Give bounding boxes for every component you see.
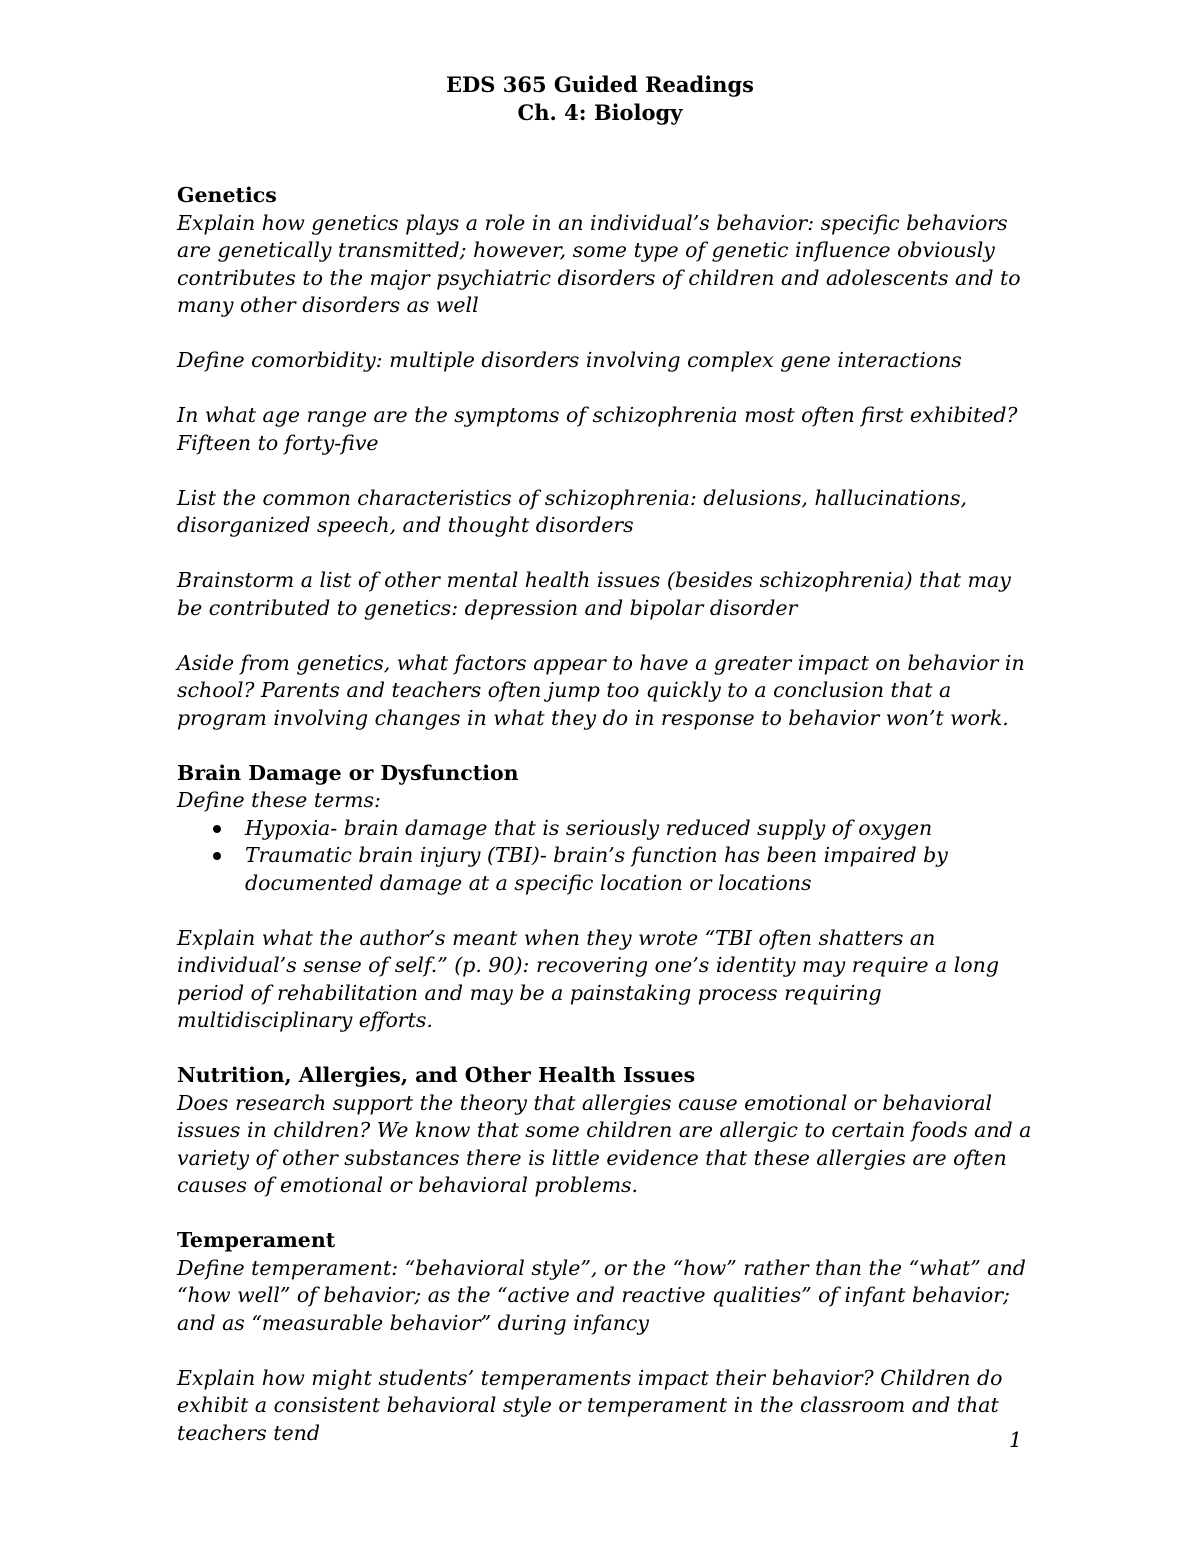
paragraph: In what age range are the symptoms of schizophrenia most often first exhibited? Fifteen to forty-five — [177, 403, 1018, 455]
document-header — [0, 71, 1200, 127]
paragraph: Brainstorm a list of other mental health issues (besides schizophrenia) that may be contributed to genetics: depression and bipolar disorder — [177, 568, 1011, 620]
section-temperament — [177, 1227, 1037, 1447]
paragraph: Define these terms: — [177, 788, 381, 812]
section-brain-damage — [177, 760, 1037, 1035]
paragraph: Explain how might students’ temperaments impact their behavior? Children do exhibit a consistent behavioral style or temperament in the classroom and that teachers tend — [177, 1365, 1003, 1445]
page-number: 1 — [1008, 1428, 1022, 1452]
paragraph: Define comorbidity: multiple disorders involving complex gene interactions — [177, 348, 962, 372]
paragraph: Explain how genetics plays a role in an individual’s behavior: specific behaviors are genetically transmitted; however, some type of genetic influence obviously contributes to the major psychiatric disorders of children and adolescents and to many other disorders as well — [177, 210, 1021, 317]
list-item-text: Traumatic brain injury (TBI)- brain’s function has been impaired by documented damage at a specific location or locations — [245, 843, 948, 895]
bullet-icon — [213, 852, 221, 860]
paragraph: Does research support the theory that allergies cause emotional or behavioral issues in children? We know that some children are allergic to certain foods and a variety of other substances there is little evidence that these allergies are often causes of emotional or behavioral problems. — [177, 1090, 1032, 1197]
list-item — [177, 842, 1037, 897]
document-subtitle: Ch. 4: Biology — [517, 100, 683, 125]
section-nutrition — [177, 1062, 1037, 1200]
section-genetics — [177, 182, 1037, 732]
paragraph: List the common characteristics of schizophrenia: delusions, hallucinations, disorganized speech, and thought disorders — [177, 485, 968, 537]
section-heading: Nutrition, Allergies, and Other Health Issues — [177, 1063, 696, 1087]
bullet-icon — [213, 825, 221, 833]
document-title: EDS 365 Guided Readings — [446, 72, 754, 97]
terms-list — [177, 815, 1037, 898]
list-item-text: Hypoxia- brain damage that is seriously reduced supply of oxygen — [245, 815, 933, 840]
document-body — [177, 182, 1037, 1475]
paragraph: Explain what the author’s meant when they wrote “TBI often shatters an individual’s sense of self.” (p. 90): recovering one’s identity may require a long period of rehabilitation and may be a painstaking process requiring multidisciplinary efforts. — [177, 925, 999, 1032]
section-heading: Genetics — [177, 183, 277, 207]
section-heading: Temperament — [177, 1228, 336, 1252]
paragraph: Aside from genetics, what factors appear to have a greater impact on behavior in school? Parents and teachers often jump too quickly to a conclusion that a program involving changes in what they do in response to behavior won’t work. — [177, 650, 1025, 730]
paragraph: Define temperament: “behavioral style”, or the “how” rather than the “what” and “how well” of behavior; as the “active and reactive qualities” of infant behavior; and as “measurable behavior” during infancy — [177, 1255, 1026, 1335]
section-heading: Brain Damage or Dysfunction — [177, 760, 519, 785]
list-item — [177, 815, 1037, 843]
